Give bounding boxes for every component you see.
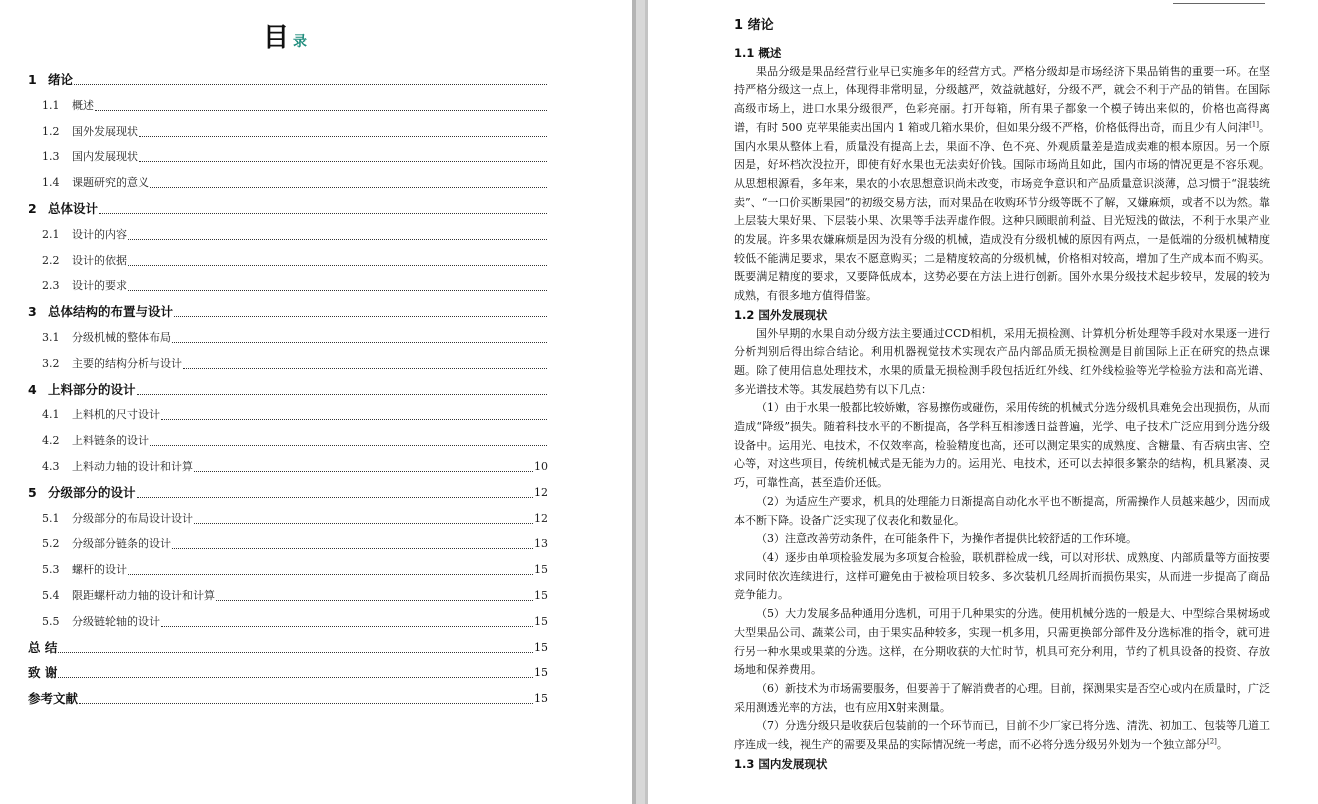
toc-entry-label xyxy=(42,588,215,604)
toc-entry[interactable] xyxy=(42,171,548,191)
toc-entry-label xyxy=(42,511,193,527)
toc-leader-dots xyxy=(137,496,533,498)
body-page xyxy=(648,0,1318,804)
toc-entry-text: 上料部分的设计 xyxy=(48,381,136,397)
toc-entry-text: 国内发展现状 xyxy=(72,150,138,164)
toc-leader-dots xyxy=(137,393,547,395)
running-header-rule xyxy=(1173,3,1265,4)
paragraph: 果品分级是果品经营行业早已实施多年的经营方式。严格分级却是市场经济下果品销售的重要一环。在坚持严格分级这一点上，体现得非常明显，分级越严，效益就越好，分级不严，就会不利于产品的销售。在国际高级市场上，进口水果分级很严，色彩亮丽。打开每箱，所有果子都象一个模子铸出来似的，价格也高得离谱，有时 500 克苹果能卖出国内 1 箱或几箱水果价，但如果分级不严格，价格低得出奇，而且少有人问津[1]。国内水果从整体上看，质量没有提高上去，果面不净、色不亮、外观质量差是造成卖难的根本原因。另一个原因是，好坏档次没拉开，即使有好水果也无法卖好价钱。国际市场尚且如此，国内市场的情况更是不容乐观。从思想根源看，多年来，果农的小农思想意识尚未改变，市场竞争意识和产品质量意识淡薄，总习惯于“混装统卖”、“一口价买断果园”的初级交易方法，而对果品在收购环节分级等既不了解，又嫌麻烦，或者不以为然。靠上层装大果好果、下层装小果、次果等手法弄虚作假。这种只顾眼前利益、目光短浅的做法，不利于水果产业的发展。许多果农嫌麻烦是因为没有分级的机械，造成没有分级机械的原因有两点，一是低端的分级机械精度较低不能满足要求，果农不愿意购买；二是精度较高的分级机械，价格相对较高，增加了生产成本而不购买。既要满足精度的要求，又要降低成本，这势必要在方法上进行创新。国外水果分级技术起步较早，发展的较为成熟，有很多地方值得借鉴。 xyxy=(734,64,1271,303)
toc-entry-text: 设计的要求 xyxy=(72,279,127,293)
toc-leader-dots xyxy=(74,83,547,85)
toc-leader-dots xyxy=(95,109,547,111)
toc-leader-dots xyxy=(161,625,533,627)
toc-entry-page: 15 xyxy=(534,666,548,680)
toc-leader-dots xyxy=(216,599,533,601)
toc-entry-number: 1.1 xyxy=(42,98,60,112)
toc-entry[interactable] xyxy=(42,94,548,114)
toc-leader-dots xyxy=(194,522,533,524)
toc-entry[interactable] xyxy=(28,378,548,398)
toc-entry-label xyxy=(42,562,127,578)
toc-entry-text: 总体结构的布置与设计 xyxy=(48,304,174,320)
toc-entry[interactable] xyxy=(42,532,548,552)
toc-title-main: 目 xyxy=(262,23,289,53)
toc-title-sub: 录 xyxy=(293,34,307,50)
toc-entry-text: 致 谢 xyxy=(28,665,58,681)
citation: [2] xyxy=(1207,737,1217,746)
section-heading-1-2: 1.2 国外发展现状 xyxy=(734,307,828,322)
toc-entry-page: 15 xyxy=(534,640,548,654)
toc-entry[interactable] xyxy=(42,145,548,165)
toc-leader-dots xyxy=(79,702,533,704)
toc-entry-label xyxy=(28,485,136,501)
toc-entry-number: 4.2 xyxy=(42,434,60,448)
toc-leader-dots xyxy=(128,264,547,266)
toc-entry[interactable] xyxy=(28,197,548,217)
toc-entry-number: 5.1 xyxy=(42,511,60,525)
toc-entry-number: 2.2 xyxy=(42,253,60,267)
toc-leader-dots xyxy=(139,135,547,137)
toc-entry-label xyxy=(28,691,78,707)
toc-entry-label xyxy=(42,124,138,140)
toc-entry-text: 上料机的尺寸设计 xyxy=(72,408,160,422)
paragraph: （4）逐步由单项检验发展为多项复合检验，联机群检成一线，可以对形状、成熟度、内部质量等方面按要求同时依次连续进行，这样可避免由于被检项目较多、多次装机几经周折而损伤果实，从而进一步提高了商品竞争能力。 xyxy=(734,550,1270,602)
toc-entry-label xyxy=(42,356,182,372)
toc-entry-label xyxy=(42,433,149,449)
toc-entry-number: 1.3 xyxy=(42,150,60,164)
toc-entry-text: 分级部分的设计 xyxy=(48,484,136,500)
toc-leader-dots xyxy=(139,160,547,162)
toc-entry-label xyxy=(42,175,149,191)
toc-leader-dots xyxy=(99,212,547,214)
toc-entry-number: 5.3 xyxy=(42,563,60,577)
toc-entry-text: 设计的依据 xyxy=(72,253,127,267)
toc-page xyxy=(0,0,632,804)
toc-entry-label xyxy=(42,278,127,294)
toc-entry-number: 2.1 xyxy=(42,227,60,241)
toc-entry-number: 3 xyxy=(28,304,37,320)
toc-entry[interactable] xyxy=(42,558,548,578)
toc-entry-text: 分级链轮轴的设计 xyxy=(72,614,160,628)
toc-entry-page: 10 xyxy=(534,460,548,473)
paragraph: 国外早期的水果自动分级方法主要通过CCD相机，采用无损检测、计算机分析处理等手段对水果逐一进行分析判别后得出综合结论。利用机器视觉技术实现农产品内部品质无损检测是目前国际上正在研究的热点课题。除了使用信息处理技术，水果的质量无损检测手段包括近红外线、红外线检验等光学检验方法和高光谱、多光谱技术等。其发展趋势有以下几点： xyxy=(734,326,1270,396)
toc-entry[interactable] xyxy=(28,636,548,656)
toc-entry-label xyxy=(28,304,173,320)
toc-leader-dots xyxy=(161,418,547,420)
body-text xyxy=(734,14,1270,773)
toc-entry-number: 1.4 xyxy=(42,176,60,190)
toc-leader-dots xyxy=(58,651,533,653)
toc-entry[interactable] xyxy=(42,274,548,294)
toc-entry-label xyxy=(42,98,94,114)
toc-entry-label xyxy=(28,665,57,681)
toc-entry-text: 绪论 xyxy=(48,72,74,87)
toc-entry[interactable] xyxy=(28,481,548,501)
citation: [1] xyxy=(1249,120,1259,129)
toc-entry-number: 5.2 xyxy=(42,537,60,551)
toc-entry-text: 国外发展现状 xyxy=(72,124,138,138)
toc-entry-page: 15 xyxy=(534,563,548,577)
paragraph: （6）新技术为市场需要服务，但要善于了解消费者的心理。目前，探测果实是否空心或内在质量时，广泛采用测透光率的方法，也有应用X射来测量。 xyxy=(734,681,1270,714)
toc-entry-label xyxy=(28,640,57,656)
toc-entry-number: 1.2 xyxy=(42,124,60,138)
toc-entry-text: 上料链条的设计 xyxy=(72,434,149,448)
toc-entry-text: 总体设计 xyxy=(48,201,99,216)
toc-leader-dots xyxy=(128,573,533,575)
paragraph: （1）由于水果一般都比较娇嫩，容易擦伤或碰伤，采用传统的机械式分选分级机具难免会出现损伤，从而造成“降级”损失。随着科技水平的不断提高，各学科互相渗透日益普遍，光学、电子技术广泛应用到分选分级设备中。运用光、电技术，不仅效率高，检验精度也高，还可以测定果实的成熟度、含糖量、有否病虫害、空心等，对这些项目，传统机械式是无能为力的。运用光、电技术，还可以去掉很多繁杂的结构，机具紧凑、灵巧，可靠性高，甚至造价还低。 xyxy=(734,401,1270,490)
paragraph: （7）分选分级只是收获后包装前的一个环节而已，目前不少厂家已将分选、清洗、初加工、包装等几道工序连成一线，视生产的需要及果品的实际情况统一考虑，而不必将分选分级另外划为一个独立部分[2]。 xyxy=(734,719,1270,752)
toc-entry-page: 15 xyxy=(534,589,548,602)
toc-leader-dots xyxy=(128,238,547,240)
toc-leader-dots xyxy=(183,367,547,369)
toc-entry[interactable] xyxy=(42,120,548,140)
toc-entry-label xyxy=(42,536,171,552)
toc-entry-text: 总 结 xyxy=(28,639,58,655)
paragraph: （2）为适应生产要求，机具的处理能力日渐提高自动化水平也不断提高，所需操作人员越来越少，因而成本不断下降。设备广泛实现了仪表化和数显化。 xyxy=(734,494,1270,527)
toc-entry-label xyxy=(42,253,127,269)
toc-entry[interactable] xyxy=(28,687,548,707)
toc-leader-dots xyxy=(150,186,547,188)
toc-entry-label xyxy=(42,614,160,630)
toc-leader-dots xyxy=(172,547,533,549)
toc-leader-dots xyxy=(174,315,547,317)
toc-entry-text: 上料动力轴的设计和计算 xyxy=(72,460,193,473)
toc-entry-number: 5.4 xyxy=(42,589,60,602)
toc-entry[interactable] xyxy=(42,403,548,423)
toc-entry-text: 螺杆的设计 xyxy=(72,563,127,577)
toc-entry-number: 3.2 xyxy=(42,356,60,370)
toc-entry-label xyxy=(28,382,136,398)
chapter-heading: 1 绪论 xyxy=(734,18,774,33)
toc-entry-page: 12 xyxy=(534,511,548,525)
toc-leader-dots xyxy=(150,444,547,446)
toc-entry-page: 15 xyxy=(534,614,548,628)
toc-entry-label xyxy=(42,227,127,243)
toc-entry-number: 5 xyxy=(28,484,37,500)
page-gap xyxy=(632,0,648,804)
toc-entry-number: 3.1 xyxy=(42,331,60,344)
toc-entry-number: 4 xyxy=(28,381,37,397)
toc-entry-text: 参考文献 xyxy=(28,691,79,707)
toc-entry-label xyxy=(42,149,138,165)
paragraph: （3）注意改善劳动条件，在可能条件下，为操作者提供比较舒适的工作环境。 xyxy=(756,532,1137,546)
toc-entry[interactable] xyxy=(42,326,548,346)
toc-entry-text: 课题研究的意义 xyxy=(72,176,149,190)
toc-entry-text: 概述 xyxy=(72,98,94,112)
toc-entry[interactable] xyxy=(28,68,548,88)
toc-entry-page: 12 xyxy=(534,485,548,499)
toc-entry[interactable] xyxy=(28,661,548,681)
toc-entry-label xyxy=(42,330,171,346)
toc-leader-dots xyxy=(128,289,547,291)
toc-entry-label xyxy=(28,72,73,88)
toc-leader-dots xyxy=(194,470,533,472)
toc-entry[interactable] xyxy=(28,300,548,320)
toc-entry-text: 分级部分的布局设计设计 xyxy=(72,511,193,525)
toc-entry[interactable] xyxy=(42,352,548,372)
toc-entry-label xyxy=(28,201,98,217)
toc-entry-number: 2 xyxy=(28,201,37,216)
toc-entry[interactable] xyxy=(42,610,548,630)
paragraph: （5）大力发展多品种通用分选机，可用于几种果实的分选。使用机械分选的一般是大、中型综合果树场或大型果品公司、蔬菜公司，由于果实品种较多，实现一机多用，只需更换部分部件及分选标准的指令，就可进行另一种水果或果菜的分选。这样，在分期收获的大忙时节，机具可充分利用，节约了机具设备的投资、存放场地和保养费用。 xyxy=(734,607,1270,677)
toc-entry-number: 4.3 xyxy=(42,460,60,473)
toc-entry[interactable] xyxy=(42,455,548,475)
toc-entry-page: 13 xyxy=(534,537,548,551)
toc-entry-label xyxy=(42,459,193,475)
toc-entry-number: 2.3 xyxy=(42,279,60,293)
toc-entry-text: 限距螺杆动力轴的设计和计算 xyxy=(72,589,215,602)
toc-entry[interactable] xyxy=(42,249,548,269)
toc-entry[interactable] xyxy=(42,584,548,604)
toc-entry[interactable] xyxy=(42,507,548,527)
toc-entry[interactable] xyxy=(42,429,548,449)
toc-entry-text: 设计的内容 xyxy=(72,227,127,241)
toc-entry-number: 4.1 xyxy=(42,408,60,422)
section-heading-1-3: 1.3 国内发展现状 xyxy=(734,756,828,771)
toc-entry-number: 1 xyxy=(28,72,37,87)
toc-entry-text: 主要的结构分析与设计 xyxy=(72,356,182,370)
toc-entry-label xyxy=(42,407,160,423)
toc-entry-number: 5.5 xyxy=(42,614,60,628)
toc-entry-text: 分级部分链条的设计 xyxy=(72,537,171,551)
toc-leader-dots xyxy=(58,676,533,678)
toc-entry-page: 15 xyxy=(534,692,548,706)
section-heading-1-1: 1.1 概述 xyxy=(734,46,782,60)
toc-leader-dots xyxy=(172,341,547,343)
toc-entry[interactable] xyxy=(42,223,548,243)
toc-title xyxy=(0,20,570,64)
toc-entry-text: 分级机械的整体布局 xyxy=(72,331,171,344)
